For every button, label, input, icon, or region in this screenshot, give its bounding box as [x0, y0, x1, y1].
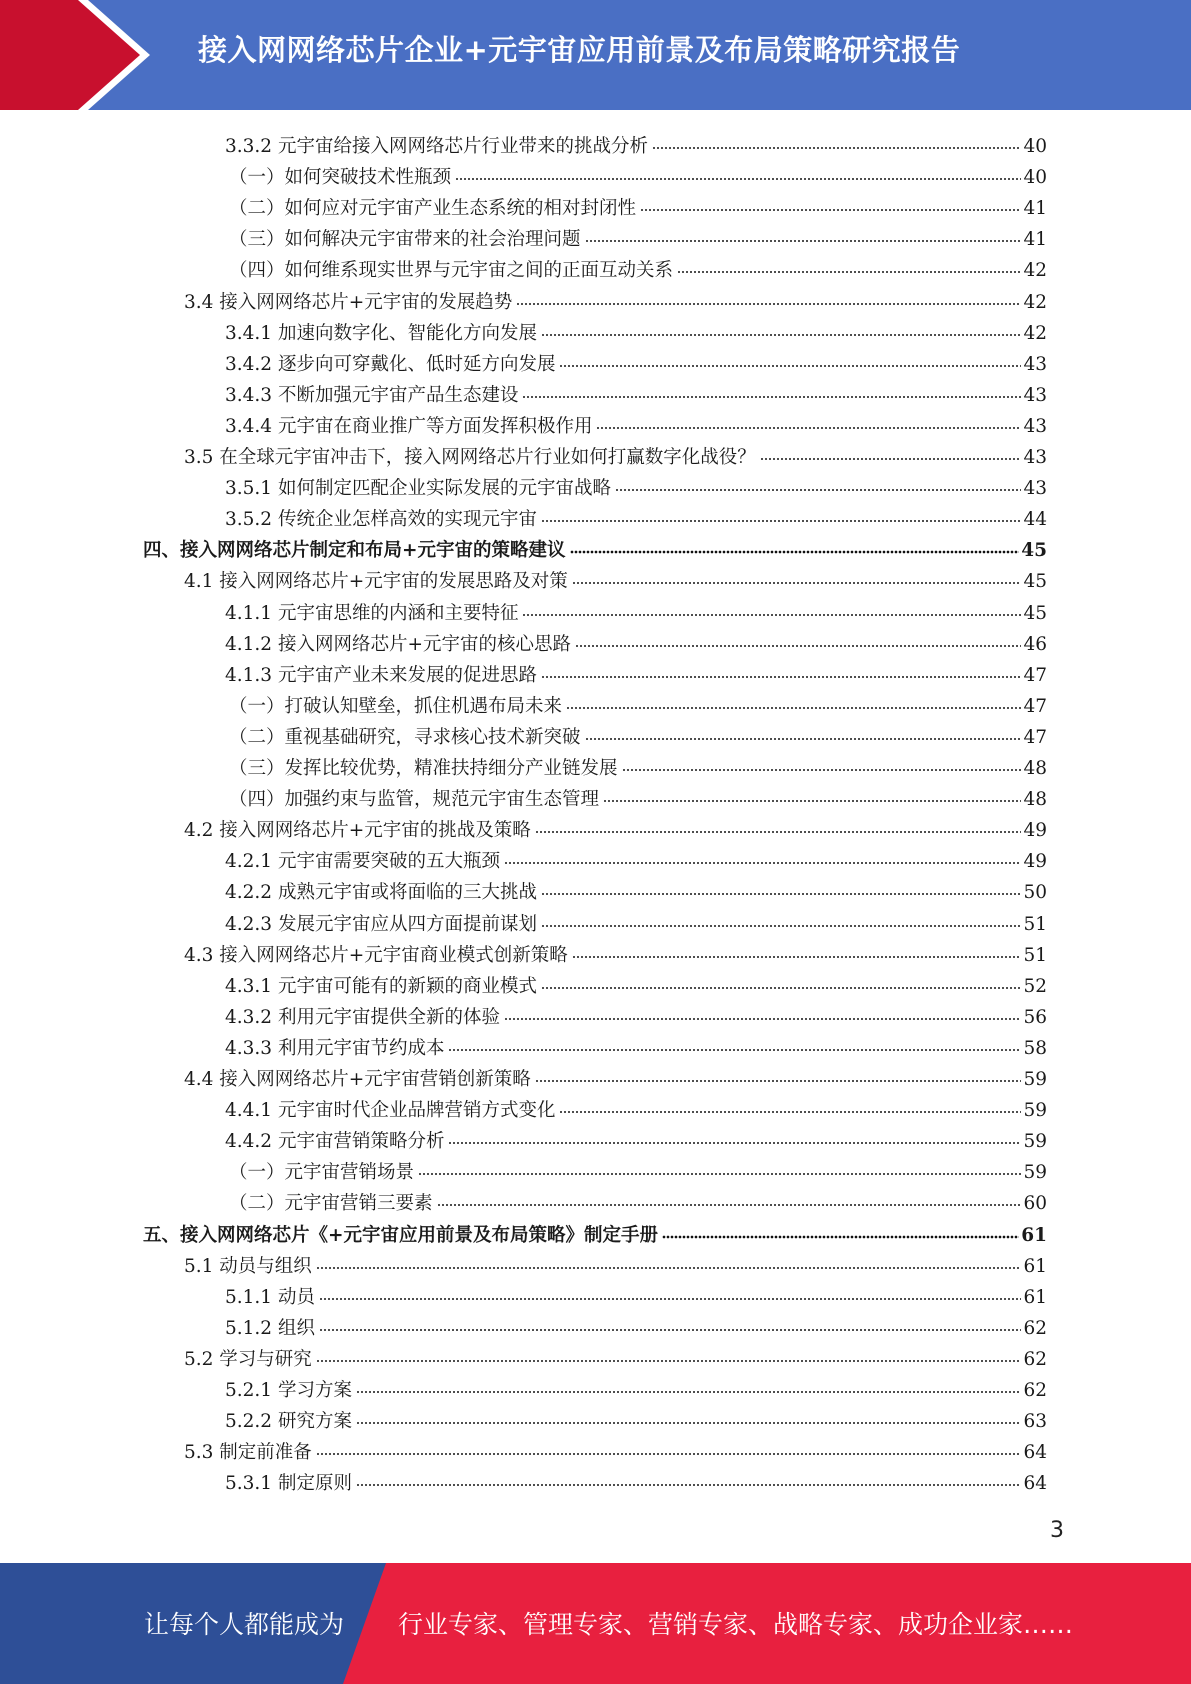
toc-entry[interactable] [225, 998, 1047, 1029]
toc-entry-label: 5.2.1 学习方案 [225, 1380, 352, 1401]
toc-leader-dots [522, 608, 1021, 622]
toc-leader-dots [566, 701, 1021, 715]
toc-entry[interactable] [184, 1433, 1047, 1464]
toc-leader-dots [603, 794, 1021, 808]
toc-entry-label: （一）如何突破技术性瓶颈 [229, 167, 452, 189]
toc-entry[interactable] [225, 1091, 1047, 1122]
toc-entry-label: （三）如何解决元宇宙带来的社会治理问题 [229, 229, 581, 251]
toc-entry[interactable] [184, 1060, 1047, 1091]
toc-leader-dots [455, 172, 1021, 186]
toc-entry[interactable] [225, 1278, 1047, 1309]
toc-leader-dots [316, 1354, 1022, 1368]
toc-entry-label: （一）元宇宙营销场景 [229, 1162, 415, 1184]
toc-entry-label: 3.5 在全球元宇宙冲击下，接入网网络芯片行业如何打赢数字化战役？ [184, 447, 756, 468]
toc-entry-page: 43 [1023, 447, 1047, 468]
toc-leader-dots [640, 203, 1021, 217]
toc-entry-page: 47 [1023, 695, 1047, 717]
toc-entry-label: 3.5.2 传统企业怎样高效的实现元宇宙 [225, 509, 537, 531]
toc-entry[interactable] [229, 220, 1047, 251]
toc-leader-dots [522, 390, 1021, 404]
toc-entry-page: 51 [1023, 913, 1047, 935]
toc-entry-page: 63 [1023, 1411, 1047, 1433]
toc-leader-dots [615, 483, 1021, 497]
toc-entry[interactable] [225, 1029, 1047, 1060]
toc-entry-label: 3.4.4 元宇宙在商业推广等方面发挥积极作用 [225, 415, 593, 437]
chevron-arrow-icon [0, 0, 150, 110]
footer-slogan-left: 让每个人都能成为 [144, 1610, 345, 1639]
toc-leader-dots [541, 981, 1021, 995]
toc-leader-dots [652, 141, 1021, 155]
toc-entry-page: 47 [1023, 664, 1047, 686]
toc-entry-page: 62 [1023, 1380, 1047, 1401]
toc-entry[interactable] [225, 500, 1047, 531]
toc-entry-page: 64 [1023, 1473, 1047, 1495]
toc-entry-page: 42 [1023, 260, 1047, 282]
toc-entry-label: 3.5.1 如何制定匹配企业实际发展的元宇宙战略 [225, 478, 611, 500]
toc-entry[interactable] [229, 780, 1047, 811]
toc-entry[interactable] [184, 811, 1047, 842]
toc-leader-dots [760, 452, 1022, 466]
toc-entry-page: 44 [1023, 509, 1047, 531]
toc-entry[interactable] [229, 189, 1047, 220]
toc-entry-page: 59 [1023, 1069, 1047, 1090]
toc-entry[interactable] [225, 842, 1047, 873]
toc-entry-page: 45 [1023, 571, 1047, 593]
footer-slogan-right: 行业专家、管理专家、营销专家、战略专家、成功企业家…… [398, 1610, 1074, 1639]
toc-leader-dots [541, 919, 1021, 933]
toc-entry[interactable] [225, 345, 1047, 376]
toc-leader-dots [662, 1230, 1019, 1244]
toc-entry-label: 4.1 接入网网络芯片+元宇宙的发展思路及对策 [184, 571, 568, 593]
toc-entry-label: 4.1.3 元宇宙产业未来发展的促进思路 [225, 664, 537, 686]
toc-entry-label: 4.3.1 元宇宙可能有的新颖的商业模式 [225, 975, 537, 997]
toc-entry-page: 59 [1023, 1131, 1047, 1153]
toc-entry-page: 62 [1023, 1317, 1047, 1339]
toc-entry[interactable] [225, 1309, 1047, 1340]
toc-leader-dots [356, 1416, 1022, 1430]
toc-entry[interactable] [184, 438, 1047, 469]
toc-entry-page: 59 [1023, 1100, 1047, 1122]
page-footer [0, 1563, 1191, 1684]
toc-entry-label: 3.4.2 逐步向可穿戴化、低时延方向发展 [225, 353, 556, 375]
toc-entry-page: 59 [1023, 1162, 1047, 1184]
toc-leader-dots [559, 359, 1021, 373]
toc-entry-label: 5.1.1 动员 [225, 1286, 315, 1308]
toc-leader-dots [541, 514, 1021, 528]
toc-entry[interactable] [225, 376, 1047, 407]
toc-entry-page: 58 [1023, 1037, 1047, 1059]
toc-entry-label: 4.3.2 利用元宇宙提供全新的体验 [225, 1006, 500, 1028]
toc-entry-label: （四）如何维系现实世界与元宇宙之间的正面互动关系 [229, 260, 674, 282]
toc-entry-label: 4.3 接入网网络芯片+元宇宙商业模式创新策略 [184, 944, 568, 966]
toc-entry-label: 4.2.1 元宇宙需要突破的五大瓶颈 [225, 851, 500, 873]
toc-entry-label: 5.2 学习与研究 [184, 1348, 312, 1370]
toc-leader-dots [319, 1323, 1022, 1337]
toc-entry[interactable] [229, 251, 1047, 282]
toc-entry-page: 42 [1023, 291, 1047, 313]
toc-leader-dots [448, 1136, 1021, 1150]
toc-entry-page: 64 [1023, 1442, 1047, 1464]
toc-leader-dots [504, 1012, 1021, 1026]
toc-entry[interactable] [225, 1464, 1047, 1495]
toc-leader-dots [418, 1167, 1021, 1181]
toc-entry-label: 5.1.2 组织 [225, 1317, 315, 1339]
toc-entry-page: 40 [1023, 167, 1047, 189]
toc-entry-page: 41 [1023, 229, 1047, 251]
toc-entry-label: （一）打破认知壁垒，抓住机遇布局未来 [229, 695, 563, 717]
report-title: 接入网网络芯片企业+元宇宙应用前景及布局策略研究报告 [198, 33, 961, 67]
toc-entry[interactable] [225, 407, 1047, 438]
toc-entry[interactable] [184, 283, 1047, 314]
toc-entry-page: 50 [1023, 882, 1047, 904]
toc-leader-dots [316, 1261, 1022, 1275]
toc-entry-label: 3.3.2 元宇宙给接入网网络芯片行业带来的挑战分析 [225, 136, 648, 157]
toc-entry-page: 43 [1023, 384, 1047, 406]
toc-entry-label: 5.1 动员与组织 [184, 1255, 312, 1277]
toc-leader-dots [448, 1043, 1021, 1057]
toc-leader-dots [516, 297, 1021, 311]
toc-entry-page: 52 [1023, 975, 1047, 997]
toc-entry-label: 4.4.1 元宇宙时代企业品牌营销方式变化 [225, 1100, 556, 1122]
toc-entry[interactable] [184, 1340, 1047, 1371]
toc-entry-page: 51 [1023, 944, 1047, 966]
toc-entry[interactable] [184, 1247, 1047, 1278]
toc-entry-page: 61 [1023, 1255, 1047, 1277]
page-header [0, 0, 1191, 110]
toc-entry[interactable] [225, 656, 1047, 687]
toc-entry[interactable] [184, 936, 1047, 967]
toc-entry-label: 5.2.2 研究方案 [225, 1411, 352, 1433]
toc-entry[interactable] [143, 1216, 1047, 1247]
toc-leader-dots [572, 576, 1022, 590]
toc-entry-label: （二）如何应对元宇宙产业生态系统的相对封闭性 [229, 198, 637, 220]
toc-entry-page: 61 [1021, 1224, 1047, 1246]
toc-entry-page: 49 [1023, 820, 1047, 842]
toc-leader-dots [535, 825, 1022, 839]
toc-entry-page: 43 [1023, 415, 1047, 437]
toc-entry-page: 43 [1023, 478, 1047, 500]
toc-entry-page: 56 [1023, 1006, 1047, 1028]
toc-entry-label: （二）元宇宙营销三要素 [229, 1193, 433, 1215]
toc-leader-dots [677, 265, 1021, 279]
toc-leader-dots [437, 1198, 1022, 1212]
toc-entry-page: 43 [1023, 353, 1047, 375]
toc-entry-page: 48 [1023, 789, 1047, 811]
toc-entry[interactable] [225, 1402, 1047, 1433]
toc-leader-dots [319, 1292, 1022, 1306]
toc-entry[interactable] [229, 749, 1047, 780]
toc-entry-page: 49 [1023, 851, 1047, 873]
toc-leader-dots [572, 950, 1022, 964]
toc-entry-label: 4.3.3 利用元宇宙节约成本 [225, 1037, 445, 1059]
toc-entry-label: （三）发挥比较优势，精准扶持细分产业链发展 [229, 758, 618, 779]
toc-entry-page: 60 [1023, 1193, 1047, 1215]
toc-entry-page: 41 [1023, 198, 1047, 220]
toc-entry-label: （二）重视基础研究，寻求核心技术新突破 [229, 726, 581, 748]
toc-entry-label: 4.4 接入网网络芯片+元宇宙营销创新策略 [184, 1069, 531, 1090]
toc-entry-label: 3.4.3 不断加强元宇宙产品生态建设 [225, 384, 519, 406]
toc-leader-dots [585, 234, 1022, 248]
toc-entry-page: 40 [1023, 136, 1047, 157]
toc-entry[interactable] [229, 687, 1047, 718]
toc-entry-page: 45 [1021, 540, 1047, 562]
toc-entry[interactable] [225, 905, 1047, 936]
toc-leader-dots [356, 1385, 1022, 1399]
toc-entry-label: 五、接入网网络芯片《+元宇宙应用前景及布局策略》制定手册 [143, 1224, 659, 1246]
toc-entry-page: 47 [1023, 726, 1047, 748]
toc-entry-label: 5.3 制定前准备 [184, 1442, 312, 1464]
toc-entry[interactable] [143, 531, 1047, 562]
toc-entry-label: 4.1.1 元宇宙思维的内涵和主要特征 [225, 602, 519, 624]
toc-leader-dots [541, 887, 1021, 901]
toc-leader-dots [535, 1074, 1022, 1088]
toc-leader-dots [541, 670, 1021, 684]
toc-entry[interactable] [225, 1371, 1047, 1402]
toc-entry-page: 42 [1023, 322, 1047, 344]
toc-leader-dots [541, 328, 1021, 342]
toc-entry[interactable] [225, 873, 1047, 904]
toc-entry-label: 4.4.2 元宇宙营销策略分析 [225, 1131, 445, 1153]
toc-entry-page: 61 [1023, 1286, 1047, 1308]
toc-entry-page: 48 [1023, 758, 1047, 779]
toc-entry-page: 45 [1023, 602, 1047, 624]
toc-leader-dots [356, 1478, 1022, 1492]
toc-leader-dots [570, 545, 1020, 559]
toc-entry-page: 46 [1023, 633, 1047, 655]
toc-entry[interactable] [225, 469, 1047, 500]
toc-entry-label: （四）加强约束与监管，规范元宇宙生态管理 [229, 789, 600, 811]
toc-entry-label: 3.4.1 加速向数字化、智能化方向发展 [225, 322, 537, 344]
toc-entry-page: 62 [1023, 1348, 1047, 1370]
toc-leader-dots [316, 1447, 1022, 1461]
toc-leader-dots [585, 732, 1022, 746]
toc-entry[interactable] [225, 127, 1047, 158]
toc-entry[interactable] [225, 1122, 1047, 1153]
toc-entry[interactable] [229, 1184, 1047, 1215]
toc-entry-label: 四、接入网网络芯片制定和布局+元宇宙的策略建议 [143, 540, 566, 562]
toc-entry[interactable] [225, 967, 1047, 998]
toc-leader-dots [504, 856, 1021, 870]
toc-entry[interactable] [225, 625, 1047, 656]
toc-leader-dots [622, 763, 1022, 777]
page-number: 3 [1050, 1518, 1064, 1543]
toc-entry-label: 3.4 接入网网络芯片+元宇宙的发展趋势 [184, 291, 513, 313]
toc-leader-dots [575, 639, 1021, 653]
toc-leader-dots [596, 421, 1021, 435]
toc-entry[interactable] [225, 594, 1047, 625]
toc-entry-label: 4.1.2 接入网网络芯片+元宇宙的核心思路 [225, 633, 571, 655]
toc-entry[interactable] [229, 158, 1047, 189]
toc-entry-label: 4.2.3 发展元宇宙应从四方面提前谋划 [225, 913, 537, 935]
toc-entry[interactable] [225, 314, 1047, 345]
toc-entry[interactable] [229, 1153, 1047, 1184]
toc-leader-dots [559, 1105, 1021, 1119]
toc-entry-label: 5.3.1 制定原则 [225, 1473, 352, 1495]
toc-entry[interactable] [184, 562, 1047, 593]
toc-entry-label: 4.2.2 成熟元宇宙或将面临的三大挑战 [225, 882, 537, 904]
toc-entry[interactable] [229, 718, 1047, 749]
toc-entry-label: 4.2 接入网网络芯片+元宇宙的挑战及策略 [184, 820, 531, 842]
